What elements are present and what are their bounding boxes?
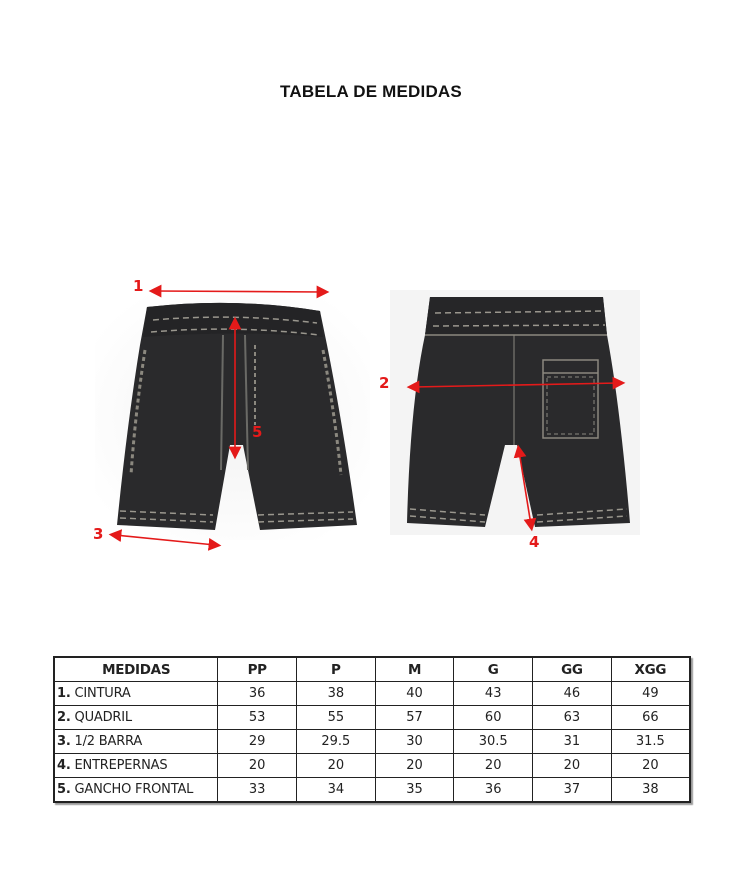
row-label [54,682,218,706]
row-label [54,754,218,778]
row-number: 4. [57,758,71,773]
header-g: G [454,657,533,682]
annotation-3: 3 [93,525,104,543]
cell-p: 55 [297,706,376,730]
cell-pp: 36 [218,682,297,706]
annotation-5: 5 [252,423,263,441]
cell-xgg: 20 [611,754,690,778]
row-name: CINTURA [74,686,131,701]
cell-pp: 20 [218,754,297,778]
table-row [54,778,690,803]
row-label [54,730,218,754]
cell-m: 20 [375,754,454,778]
shorts-back-illustration [375,285,645,560]
row-number: 2. [57,710,71,725]
header-pp: PP [218,657,297,682]
row-number: 1. [57,686,71,701]
cell-p: 34 [297,778,376,803]
cell-xgg: 49 [611,682,690,706]
table-row [54,682,690,706]
cell-pp: 33 [218,778,297,803]
annotation-1: 1 [133,277,144,295]
table-row [54,754,690,778]
table-row [54,730,690,754]
annotation-2: 2 [379,374,390,392]
cell-gg: 46 [533,682,612,706]
header-medidas: MEDIDAS [54,657,218,682]
shorts-back-diagram [375,285,645,560]
row-label [54,778,218,803]
shorts-front-illustration [95,275,370,560]
header-xgg: XGG [611,657,690,682]
cell-g: 20 [454,754,533,778]
row-name: QUADRIL [74,710,132,725]
cell-m: 35 [375,778,454,803]
page-title: TABELA DE MEDIDAS [280,82,462,101]
row-name: 1/2 BARRA [74,734,143,749]
size-chart-table [53,656,691,803]
row-number: 3. [57,734,71,749]
cell-xgg: 66 [611,706,690,730]
cell-g: 36 [454,778,533,803]
cell-g: 30.5 [454,730,533,754]
cell-xgg: 38 [611,778,690,803]
cell-p: 29.5 [297,730,376,754]
header-gg: GG [533,657,612,682]
cell-gg: 31 [533,730,612,754]
cell-gg: 37 [533,778,612,803]
cell-pp: 53 [218,706,297,730]
cell-pp: 29 [218,730,297,754]
annotation-4: 4 [529,533,540,551]
cell-g: 60 [454,706,533,730]
cell-g: 43 [454,682,533,706]
cell-xgg: 31.5 [611,730,690,754]
row-name: GANCHO FRONTAL [74,782,194,797]
waist-arrow [155,291,323,292]
cell-gg: 20 [533,754,612,778]
header-m: M [375,657,454,682]
cell-p: 38 [297,682,376,706]
row-number: 5. [57,782,71,797]
cell-m: 30 [375,730,454,754]
row-name: ENTREPERNAS [74,758,168,773]
header-p: P [297,657,376,682]
cell-m: 40 [375,682,454,706]
shorts-front-diagram [95,275,370,560]
table-header-row [54,657,690,682]
cell-m: 57 [375,706,454,730]
table-row [54,706,690,730]
cell-gg: 63 [533,706,612,730]
row-label [54,706,218,730]
cell-p: 20 [297,754,376,778]
